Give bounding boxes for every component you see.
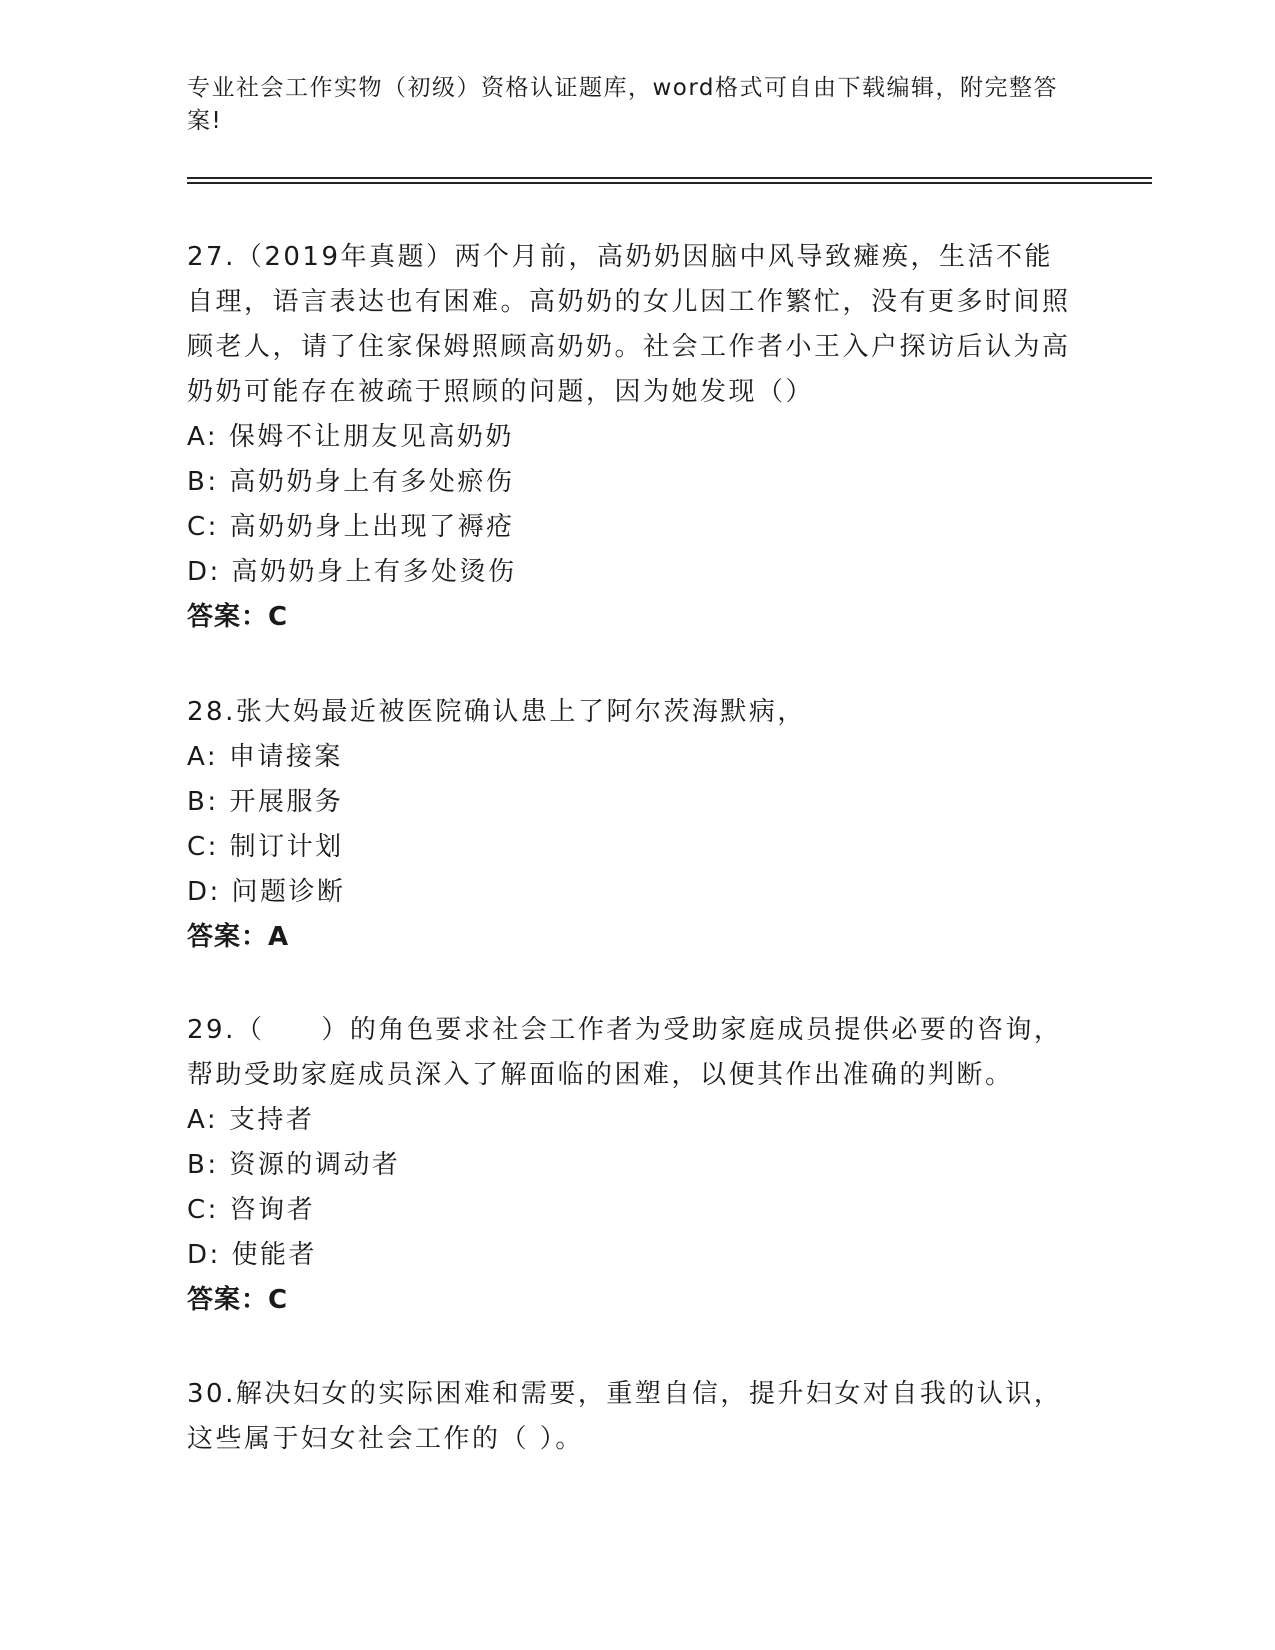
- question-stem: 28.张大妈最近被医院确认患上了阿尔茨海默病，: [187, 697, 806, 727]
- option-d: D: 问题诊断: [187, 877, 346, 907]
- option-b: B: 开展服务: [187, 787, 344, 817]
- option-c: C: 咨询者: [187, 1195, 316, 1225]
- question-30: [187, 1372, 1077, 1462]
- option-d: D: 使能者: [187, 1240, 318, 1270]
- answer: 答案：C: [187, 602, 289, 632]
- option-a: A: 支持者: [187, 1105, 315, 1135]
- header-rule-top: [187, 177, 1152, 179]
- question-stem: 30.解决妇女的实际困难和需要，重塑自信，提升妇女对自我的认识，这些属于妇女社会工作的（ ）。: [187, 1379, 1063, 1454]
- document-header: 专业社会工作实物（初级）资格认证题库，word格式可自由下载编辑，附完整答案!: [187, 75, 1059, 134]
- option-d: D: 高奶奶身上有多处烫伤: [187, 557, 517, 587]
- answer: 答案：A: [187, 922, 290, 952]
- option-a: A: 保姆不让朋友见高奶奶: [187, 422, 514, 452]
- option-a: A: 申请接案: [187, 742, 343, 772]
- option-b: B: 高奶奶身上有多处瘀伤: [187, 467, 515, 497]
- question-stem: 29.（ ）的角色要求社会工作者为受助家庭成员提供必要的咨询，帮助受助家庭成员深入了解面临的困难，以便其作出准确的判断。: [187, 1015, 1063, 1090]
- question-stem: 27.（2019年真题）两个月前，高奶奶因脑中风导致瘫痪，生活不能自理，语言表达也有困难。高奶奶的女儿因工作繁忙，没有更多时间照顾老人，请了住家保姆照顾高奶奶。社会工作者小王入户探访后认为高奶奶可能存在被疏于照顾的问题，因为她发现（）: [187, 242, 1071, 407]
- option-b: B: 资源的调动者: [187, 1150, 401, 1180]
- option-c: C: 制订计划: [187, 832, 344, 862]
- question-29: [187, 1008, 1077, 1323]
- question-28: [187, 690, 1077, 960]
- option-c: C: 高奶奶身上出现了褥疮: [187, 512, 515, 542]
- question-27: [187, 235, 1077, 640]
- header-rule-bottom: [187, 182, 1152, 184]
- answer: 答案：C: [187, 1285, 289, 1315]
